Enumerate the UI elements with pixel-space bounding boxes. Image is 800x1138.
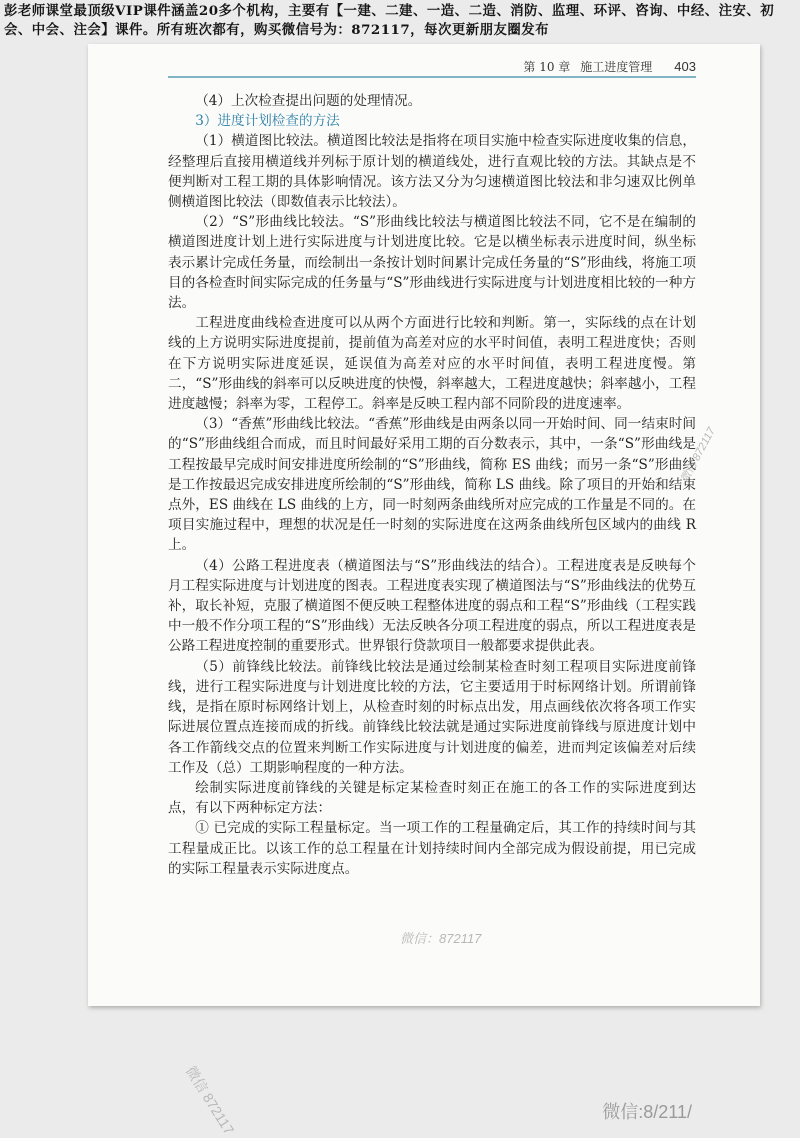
running-header	[523, 58, 696, 75]
chapter-title: 施工进度管理	[580, 60, 653, 74]
watermark-center: 微信：872117	[400, 931, 482, 946]
paragraph: （4）公路工程进度表（横道图法与“S”形曲线法的结合）。工程进度表是反映每个月工程实际进度与计划进度的图表。工程进度表实现了横道图法与“S”形曲线法的优势互补，取长补短，克服了横道图不便反映工程整体进度的弱点和工程“S”形曲线（工程实践中一般不作分项工程的“S”形曲线）无法反映各分项工程进度的弱点，所以工程进度表是公路工程进度控制的重要形式。世界银行贷款项目一般都要求提供此表。	[168, 557, 696, 655]
paragraph: 工程进度曲线检查进度可以从两个方面进行比较和判断。第一，实际线的点在计划线的上方说明实际进度提前，提前值为高差对应的水平时间值，表明工程进度快；否则在下方说明实际进度延误，延误值为高差对应的水平时间值，表明工程进度慢。第二，“S”形曲线的斜率可以反映进度的快慢，斜率越大，工程进度越快；斜率越小，工程进度越慢；斜率为零，工程停工。斜率是反映工程内部不同阶段的进度速率。	[168, 315, 696, 413]
paragraph: （1）横道图比较法。横道图比较法是指将在项目实施中检查实际进度收集的信息，经整理后直接用横道线并列标于原计划的横道线处，进行直观比较的方法。其缺点是不便判断对工程工期的具体影响情况。该方法又分为匀速横道图比较法和非匀速双比例单侧横道图比较法（即数值表示比较法）。	[168, 133, 696, 211]
document-page	[88, 44, 760, 1006]
list-item: （4）上次检查提出问题的处理情况。	[195, 93, 422, 109]
page-body	[168, 91, 696, 879]
header-rule	[168, 76, 696, 78]
section-heading: 3）进度计划检查的方法	[195, 113, 340, 130]
paragraph: （3）“香蕉”形曲线比较法。“香蕉”形曲线是由两条以同一开始时间、同一结束时间的“S”形曲线组合而成，而且时间最好采用工期的百分数表示，其中，一条“S”形曲线是工程按最早完成时间安排进度所绘制的“S”形曲线，简称 ES 曲线；而另一条“S”形曲线是工作按最迟完成安排进度所绘制的“S”形曲线，简称 LS 曲线。除了项目的开始和结束点外，ES 曲线在 LS 曲线的上方，同一时刻两条曲线所对应完成的工作量是不同的。在项目实施过程中，理想的状况是任一时刻的实际进度在这两条曲线所包区域内的曲线 R 上。	[168, 416, 696, 554]
chapter-number: 第 10 章	[523, 60, 571, 74]
page-number: 403	[674, 59, 696, 74]
paragraph: （2）“S”形曲线比较法。“S”形曲线比较法与横道图比较法不同，它不是在编制的横道图进度计划上进行实际进度与计划进度比较。它是以横坐标表示进度时间，纵坐标表示累计完成任务量，而绘制出一条按计划时间累计完成任务量的“S”形曲线，将施工项目的各检查时间实际完成的任务量与“S”形曲线进行实际进度与计划进度相比较的一种方法。	[168, 214, 696, 312]
watermark-lower-left: 微信 872117	[182, 1063, 238, 1138]
paragraph: ① 已完成的实际工程量标定。当一项工作的工程量确定后，其工作的持续时间与其工程量成正比。以该工作的总工程量在计划持续时间内全部完成为假设前提，用已完成的实际工程量表示实际进度点。	[168, 820, 696, 877]
paragraph: 绘制实际进度前锋线的关键是标定某检查时刻正在施工的各工作的实际进度到达点，有以下两种标定方法：	[168, 779, 696, 817]
paragraph: （5）前锋线比较法。前锋线比较法是通过绘制某检查时刻工程项目实际进度前锋线，进行工程实际进度与计划进度比较的方法，它主要适用于时标网络计划。所谓前锋线，是指在原时标网络计划上，从检查时刻的时标点出发，用点画线依次将各项工作实际进展位置点连接而成的折线。前锋线比较法就是通过实际进度前锋线与原进度计划中各工作箭线交点的位置来判断工作实际进度与计划进度的偏差，进而判定该偏差对后续工作及（总）工期影响程度的一种方法。	[168, 658, 696, 776]
promo-banner: 彭老师课堂最顶级VIP课件涵盖20多个机构，主要有【一建、二建、一造、二造、消防、监理、环评、咨询、中经、注安、初会、中会、注会】课件。所有班次都有，购买微信号为：872117，每次更新朋友圈发布	[4, 3, 775, 38]
corner-watermark: 微信:8/211/	[602, 1102, 692, 1122]
watermark-right-margin: 微信 872117	[678, 425, 718, 486]
